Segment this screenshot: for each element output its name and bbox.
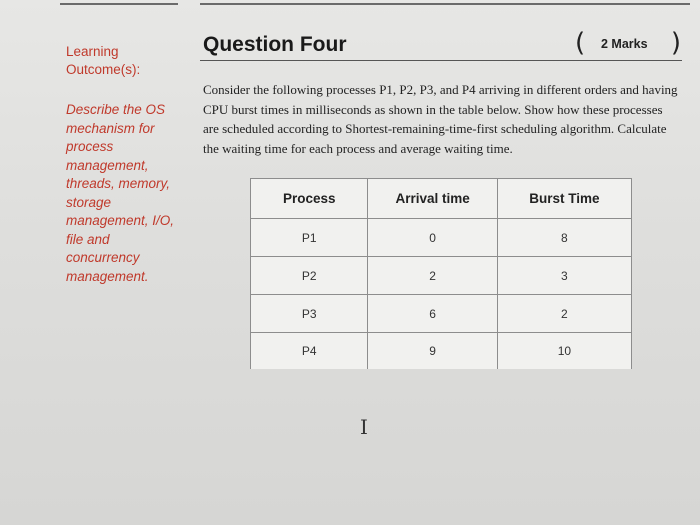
cell-burst: 10: [497, 333, 631, 370]
table-row: [251, 333, 632, 370]
header-arrival-time: Arrival time: [368, 179, 497, 219]
cell-burst: 3: [497, 257, 631, 295]
header-process: Process: [251, 179, 368, 219]
cell-process: P1: [251, 219, 368, 257]
cell-burst: 2: [497, 295, 631, 333]
cell-arrival: 6: [368, 295, 497, 333]
cell-arrival: 0: [368, 219, 497, 257]
top-divider-left: [60, 3, 178, 5]
text-cursor-icon: I: [360, 415, 368, 439]
close-bracket-icon: ): [670, 28, 681, 58]
cell-arrival: 2: [368, 257, 497, 295]
marks-label: 2 Marks: [601, 37, 648, 51]
table-row: [251, 295, 632, 333]
title-underline: [200, 60, 682, 61]
question-body: Consider the following processes P1, P2, P3, and P4 arriving in different orders and having CPU burst times in milliseconds as shown in the table below. Show how these processes are scheduled according to Shortest-remaining-time-first scheduling algorithm. Calculate the waiting time for each process and average waiting time.: [203, 82, 678, 156]
learning-outcome-description: Describe the OS mechanism for process management, threads, memory, storage management, I/O, file and concurrency management.: [66, 102, 175, 284]
cell-process: P2: [251, 257, 368, 295]
table-row: [251, 219, 632, 257]
learning-outcome-heading: Learning Outcome(s):: [66, 44, 141, 77]
marks-badge: [575, 28, 683, 59]
cell-process: P4: [251, 333, 368, 370]
process-table: [250, 178, 632, 369]
top-divider-right: [200, 3, 690, 5]
table-header-row: [251, 179, 632, 219]
open-bracket-icon: (: [575, 28, 586, 58]
learning-outcome-sidebar: [66, 43, 184, 286]
header-burst-time: Burst Time: [497, 179, 631, 219]
cell-burst: 8: [497, 219, 631, 257]
cell-process: P3: [251, 295, 368, 333]
cell-arrival: 9: [368, 333, 497, 370]
table-row: [251, 257, 632, 295]
question-title: Question Four: [203, 33, 347, 56]
